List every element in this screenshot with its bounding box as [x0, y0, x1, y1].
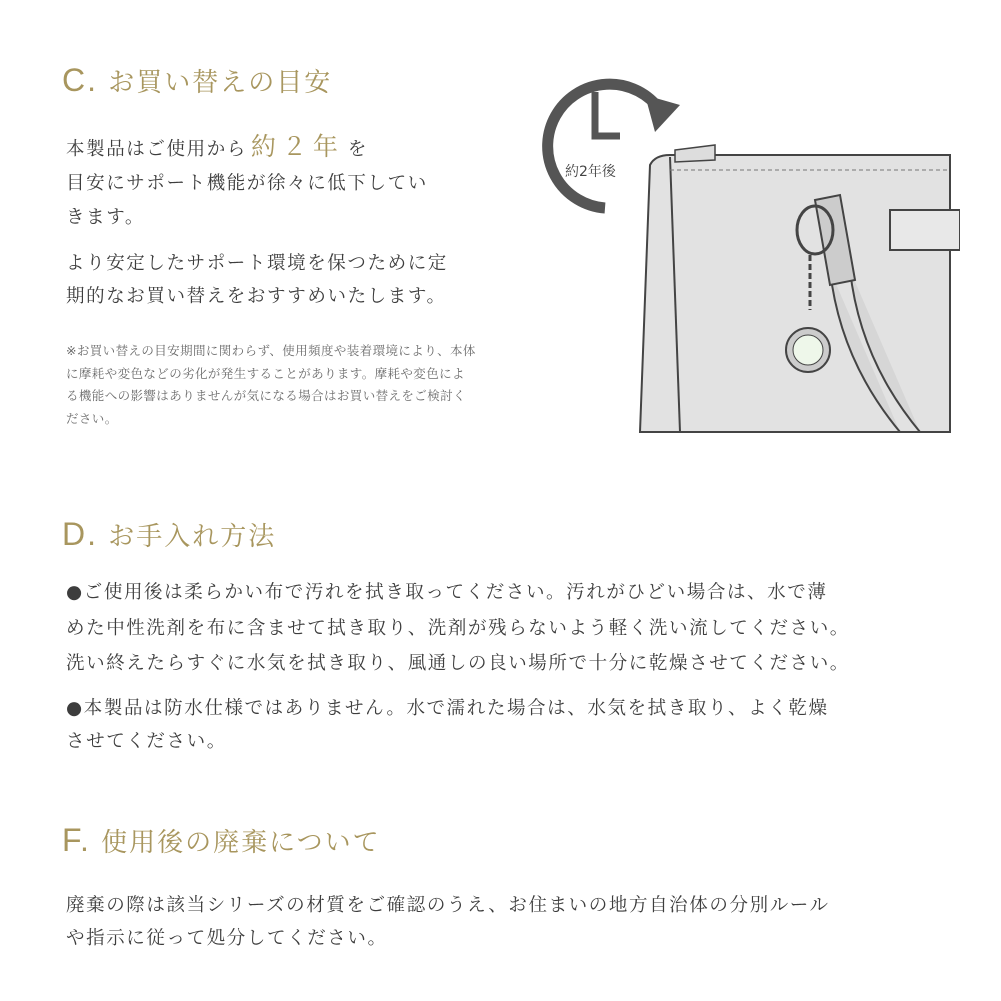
text: 目安にサポート機能が徐々に低下してい: [66, 173, 428, 194]
bag-tag-illustration: [520, 70, 960, 440]
text: 期的なお買い替えをおすすめいたします。: [66, 286, 447, 307]
bag-illustration: [640, 145, 960, 432]
text: や指示に従って処分してください。: [66, 928, 388, 949]
highlight-duration: 約２年: [250, 132, 344, 161]
section-letter: C.: [62, 62, 98, 98]
text: 廃棄の際は該当シリーズの材質をご確認のうえ、お住まいの地方自治体の分別ルール: [66, 895, 830, 916]
section-c-note: ※お買い替えの目安期間に関わらず、使用頻度や装着環境により、本体に摩耗や変色などの劣化が発生することがあります。摩耗や変色による機能への影響はありませんが気になる場合はお買い替えをご検討ください。: [66, 343, 476, 426]
section-f-heading: [62, 822, 381, 859]
section-d-heading: [62, 516, 276, 553]
section-title: 使用後の廃棄について: [101, 828, 381, 858]
section-c-heading: [62, 62, 332, 99]
text: 本製品はご使用から: [66, 139, 247, 160]
section-f-body: [66, 889, 830, 955]
text: ●本製品は防水仕様ではありません。水で濡れた場合は、水気を拭き取り、よく乾燥: [66, 698, 829, 719]
text: ●ご使用後は柔らかい布で汚れを拭き取ってください。汚れがひどい場合は、水で薄: [66, 582, 828, 603]
text: を: [347, 139, 369, 160]
section-d-para2: [66, 692, 829, 758]
section-c-body2: [66, 247, 448, 313]
text: させてください。: [66, 731, 227, 752]
text: 洗い終えたらすぐに水気を拭き取り、風通しの良い場所で十分に乾燥させてください。: [66, 653, 850, 674]
section-title: お手入れ方法: [108, 522, 277, 552]
section-c-body1: [66, 130, 428, 235]
section-letter: F.: [62, 822, 91, 858]
section-title: お買い替えの目安: [108, 68, 333, 98]
text: めた中性洗剤を布に含ませて拭き取り、洗剤が残らないよう軽く洗い流してください。: [66, 617, 850, 639]
text: より安定したサポート環境を保つために定: [66, 253, 448, 274]
clock-label: 約2年後: [565, 164, 616, 180]
section-letter: D.: [62, 516, 98, 552]
text: きます。: [66, 207, 145, 228]
section-d-para1: [66, 575, 850, 682]
